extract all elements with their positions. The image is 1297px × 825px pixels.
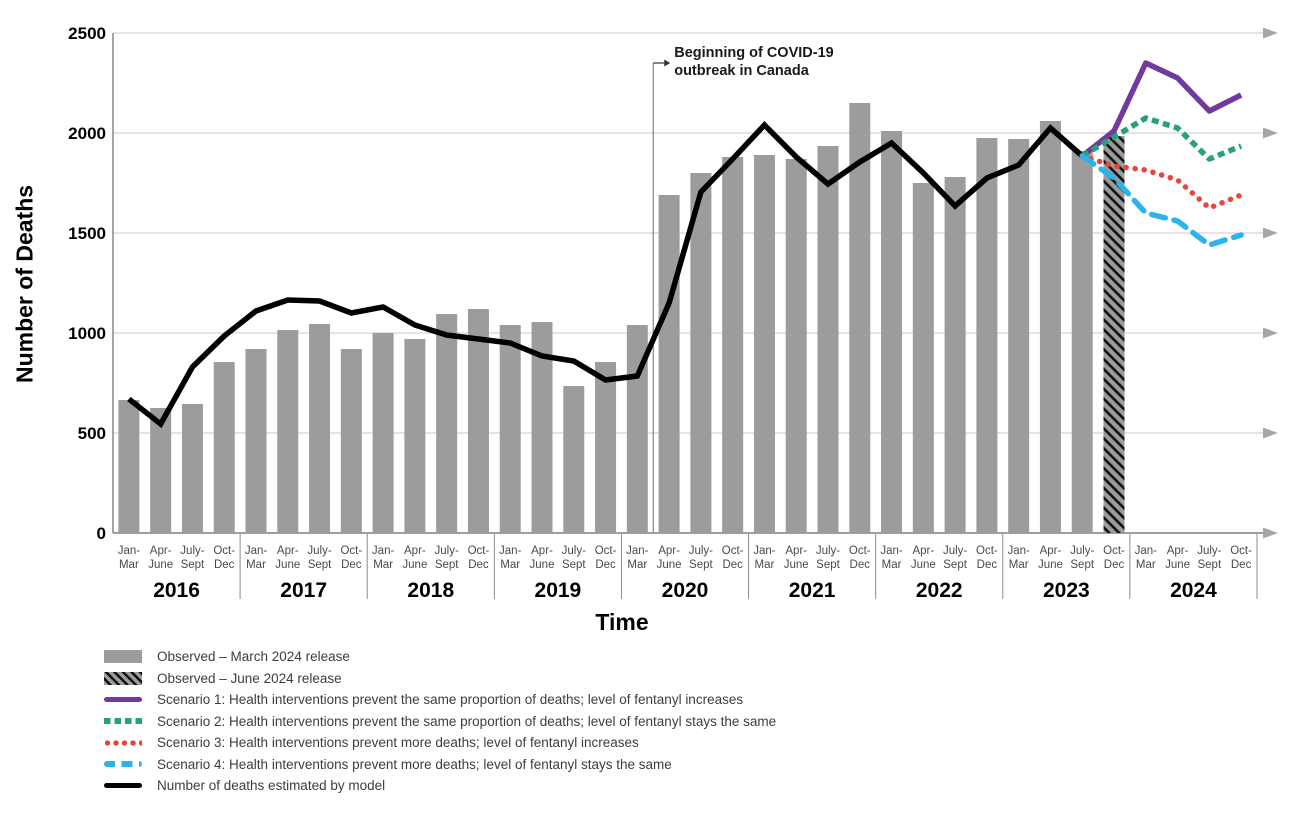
quarter-label: Oct- [467, 545, 490, 557]
annotation-arrow-icon [664, 60, 670, 67]
y-tick-label: 1500 [68, 224, 106, 243]
quarter-label: Sept [689, 559, 713, 571]
legend [104, 649, 776, 793]
quarter-label: Mar [246, 559, 266, 571]
quarter-label: June [529, 559, 555, 571]
quarter-label: June [656, 559, 682, 571]
quarter-label: Apr- [531, 545, 553, 557]
quarter-label: Apr- [404, 545, 426, 557]
y-tick-label: 1000 [68, 324, 106, 343]
quarter-label: Sept [180, 559, 205, 571]
quarter-label: Apr- [912, 545, 935, 557]
quarter-label: Sept [816, 559, 840, 571]
bar [277, 330, 298, 533]
quarter-label: Sept [561, 559, 586, 571]
legend-label: Scenario 3: Health interventions prevent more deaths; level of fentanyl increases [157, 735, 639, 750]
bar [659, 195, 680, 533]
bar [595, 362, 616, 533]
covid-annotation-text: outbreak in Canada [674, 63, 809, 79]
legend-label: Observed – March 2024 release [157, 649, 350, 664]
gridline-arrow-icon [1263, 328, 1278, 339]
gridline-arrow-icon [1263, 128, 1278, 139]
bar [1072, 151, 1093, 533]
year-label: 2023 [1042, 579, 1090, 602]
quarter-label: Sept [307, 559, 332, 571]
y-tick-label: 0 [96, 524, 106, 543]
hatched-bar [1104, 136, 1125, 533]
quarter-label: July- [815, 545, 841, 557]
quarter-label: Oct- [1230, 545, 1252, 557]
quarter-label: Sept [943, 559, 967, 571]
quarter-label: Apr- [276, 545, 299, 557]
bar [309, 324, 330, 533]
bar [118, 400, 139, 533]
y-tick-label: 2000 [68, 124, 106, 143]
model-line [129, 125, 1082, 424]
quarter-label: July- [1070, 545, 1095, 557]
bar [214, 362, 235, 533]
quarter-label: Apr- [658, 545, 680, 557]
quarter-label: Jan- [117, 545, 141, 557]
legend-item [104, 714, 776, 729]
year-label: 2024 [1170, 579, 1217, 602]
x-axis-title: Time [595, 609, 649, 635]
quarter-label: July- [434, 545, 459, 557]
covid-annotation-text: Beginning of COVID-19 [674, 45, 834, 61]
y-tick-label: 2500 [68, 24, 106, 43]
quarter-label: Dec [595, 559, 616, 571]
quarter-label: June [1165, 559, 1191, 571]
quarter-label: June [148, 559, 174, 571]
bar [563, 386, 584, 533]
quarter-label: Sept [1070, 559, 1095, 571]
gridline-arrow-icon [1263, 28, 1278, 39]
quarter-label: Dec [1103, 559, 1125, 571]
quarter-label: Sept [434, 559, 459, 571]
quarter-label: July- [688, 545, 714, 557]
quarter-label: June [402, 559, 428, 571]
legend-item [104, 735, 776, 750]
legend-item [104, 671, 776, 686]
quarter-label: Oct- [721, 545, 744, 557]
quarter-label: Mar [881, 559, 902, 571]
quarter-label: Oct- [213, 545, 236, 557]
gridline-arrow-icon [1263, 428, 1278, 439]
legend-label: Scenario 2: Health interventions prevent the same proportion of deaths; level of fentanyl stays the same [157, 713, 777, 729]
quarter-label: July- [942, 545, 968, 557]
quarter-label: Apr- [149, 545, 172, 557]
quarter-label: Mar [754, 559, 775, 571]
bar [945, 177, 966, 533]
bar [373, 333, 394, 533]
year-label: 2022 [915, 579, 963, 602]
quarter-label: Mar [373, 559, 394, 571]
legend-swatch-observed-june [104, 672, 142, 685]
legend-item [104, 649, 776, 664]
bar [786, 159, 807, 533]
quarter-label: Oct- [594, 545, 617, 557]
legend-swatch-scenario-3 [104, 740, 142, 746]
legend-label: Scenario 4: Health interventions prevent more deaths; level of fentanyl stays the same [157, 756, 672, 772]
quarter-label: Mar [500, 559, 521, 571]
bar [341, 349, 362, 533]
legend-label: Scenario 1: Health interventions prevent the same proportion of deaths; level of fentanyl increases [157, 692, 744, 707]
quarter-label: Dec [468, 559, 489, 571]
quarter-label: Oct- [848, 545, 871, 557]
quarter-label: June [783, 559, 809, 571]
year-label: 2021 [788, 579, 836, 602]
quarter-label: June [1037, 559, 1063, 571]
quarter-label: June [910, 559, 936, 571]
quarter-label: Dec [722, 559, 743, 571]
quarter-label: Jan- [626, 545, 649, 557]
quarter-label: Jan- [1134, 545, 1157, 557]
legend-swatch-observed-march [104, 650, 142, 663]
year-label: 2020 [661, 579, 709, 602]
gridline-arrow-icon [1263, 528, 1278, 539]
quarter-label: Jan- [244, 545, 268, 557]
quarter-label: June [275, 559, 301, 571]
bar [818, 146, 839, 533]
year-label: 2019 [534, 579, 582, 602]
quarter-label: Jan- [371, 545, 395, 557]
quarter-label: July- [307, 545, 332, 557]
bar [404, 339, 425, 533]
quarter-label: Jan- [880, 545, 903, 557]
quarter-label: July- [1197, 545, 1222, 557]
bar [246, 349, 267, 533]
quarter-label: Jan- [499, 545, 522, 557]
legend-swatch-scenario-4 [104, 761, 142, 767]
quarter-label: Mar [1008, 559, 1029, 571]
quarter-label: Apr- [1166, 545, 1189, 557]
quarter-label: Oct- [1103, 545, 1125, 557]
quarter-label: Jan- [753, 545, 776, 557]
quarter-label: Apr- [785, 545, 808, 557]
quarter-label: Oct- [976, 545, 998, 557]
quarter-label: Mar [118, 559, 139, 571]
quarter-label: Mar [627, 559, 648, 571]
quarter-label: Dec [341, 559, 362, 571]
quarter-label: Apr- [1039, 545, 1062, 557]
quarter-label: Sept [1197, 559, 1222, 571]
bar [881, 131, 902, 533]
gridline-arrow-icon [1263, 228, 1278, 239]
bar [1008, 139, 1029, 533]
legend-swatch-model [104, 783, 142, 789]
year-label: 2017 [280, 579, 328, 602]
bar [436, 314, 457, 533]
legend-swatch-scenario-2 [104, 718, 142, 724]
y-axis-title: Number of Deaths [11, 184, 38, 384]
quarter-label: Dec [213, 559, 235, 571]
legend-item [104, 778, 776, 793]
quarter-label: Dec [849, 559, 871, 571]
bar [976, 138, 997, 533]
legend-swatch-scenario-1 [104, 697, 142, 703]
bar [1040, 121, 1061, 533]
quarter-label: Mar [1135, 559, 1156, 571]
bar [182, 404, 203, 533]
quarter-label: July- [561, 545, 586, 557]
bar [754, 155, 775, 533]
y-tick-label: 500 [77, 424, 106, 443]
bar [722, 157, 743, 533]
legend-item [104, 757, 776, 772]
quarter-label: Dec [1230, 559, 1252, 571]
quarter-label: Oct- [340, 545, 363, 557]
bar [500, 325, 521, 533]
year-label: 2016 [153, 579, 200, 602]
quarter-label: Jan- [1007, 545, 1030, 557]
legend-label: Number of deaths estimated by model [157, 778, 386, 793]
year-label: 2018 [407, 579, 455, 602]
quarter-label: Dec [976, 559, 998, 571]
legend-item [104, 692, 776, 707]
legend-label: Observed – June 2024 release [157, 670, 342, 686]
quarter-label: July- [180, 545, 205, 557]
bar [913, 183, 934, 533]
